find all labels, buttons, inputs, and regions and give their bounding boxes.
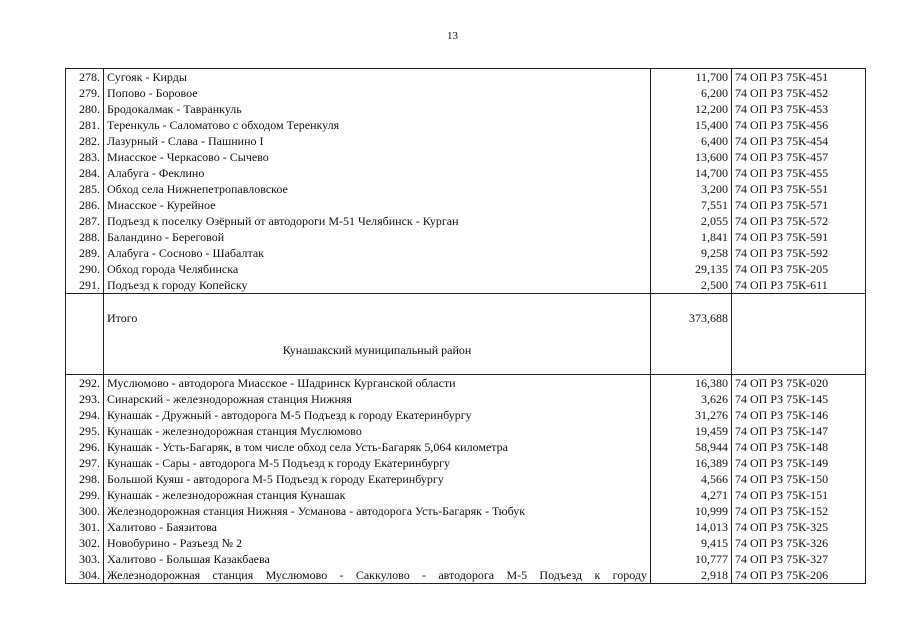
- road-number: 304.: [66, 567, 104, 584]
- road-code: 74 ОП РЗ 75К-152: [732, 503, 866, 519]
- road-length: 15,400: [651, 117, 732, 133]
- road-length: 6,200: [651, 85, 732, 101]
- road-number: 296.: [66, 439, 104, 455]
- table-row: [66, 455, 866, 471]
- total-num-cell: [66, 310, 104, 326]
- road-name: Сугояк - Кирды: [104, 69, 651, 86]
- road-name: Попово - Боровое: [104, 85, 651, 101]
- road-number: 298.: [66, 471, 104, 487]
- table-row: [66, 181, 866, 197]
- spacer-row: [66, 358, 866, 375]
- spacer-row: [66, 294, 866, 311]
- table-row: [66, 229, 866, 245]
- section-header-row: [66, 342, 866, 358]
- road-name: Миасское - Черкасово - Сычево: [104, 149, 651, 165]
- road-code: 74 ОП РЗ 75К-591: [732, 229, 866, 245]
- road-code: 74 ОП РЗ 75К-592: [732, 245, 866, 261]
- road-code: 74 ОП РЗ 75К-020: [732, 375, 866, 392]
- section-title: Кунашакский муниципальный район: [104, 342, 651, 358]
- table-row: [66, 535, 866, 551]
- road-code: 74 ОП РЗ 75К-572: [732, 213, 866, 229]
- table-row: [66, 69, 866, 86]
- road-code: 74 ОП РЗ 75К-205: [732, 261, 866, 277]
- road-number: 302.: [66, 535, 104, 551]
- table-row: [66, 277, 866, 294]
- table-row: [66, 213, 866, 229]
- road-code: 74 ОП РЗ 75К-551: [732, 181, 866, 197]
- road-name: Лазурный - Слава - Пашнино I: [104, 133, 651, 149]
- road-name: Подъезд к поселку Озёрный от автодороги М-51 Челябинск - Курган: [104, 213, 651, 229]
- table-row: [66, 165, 866, 181]
- road-length: 2,500: [651, 277, 732, 294]
- road-length: 9,415: [651, 535, 732, 551]
- table-row: [66, 471, 866, 487]
- total-length: 373,688: [651, 310, 732, 326]
- road-name: Кунашак - железнодорожная станция Муслюмово: [104, 423, 651, 439]
- road-name: Алабуга - Феклино: [104, 165, 651, 181]
- table-row: [66, 519, 866, 535]
- road-number: 297.: [66, 455, 104, 471]
- table-row: [66, 375, 866, 392]
- road-length: 29,135: [651, 261, 732, 277]
- table-row: [66, 567, 866, 584]
- road-name: Обход города Челябинска: [104, 261, 651, 277]
- road-number: 280.: [66, 101, 104, 117]
- road-code: 74 ОП РЗ 75К-571: [732, 197, 866, 213]
- road-length: 9,258: [651, 245, 732, 261]
- table-row: [66, 423, 866, 439]
- road-name: Баландино - Береговой: [104, 229, 651, 245]
- roads-table-body-b: [66, 375, 866, 584]
- road-number: 300.: [66, 503, 104, 519]
- table-row: [66, 407, 866, 423]
- road-name: Новобурино - Разъезд № 2: [104, 535, 651, 551]
- table-row: [66, 391, 866, 407]
- table-row: [66, 85, 866, 101]
- road-number: 281.: [66, 117, 104, 133]
- table-row: [66, 133, 866, 149]
- table-row: [66, 551, 866, 567]
- road-number: 279.: [66, 85, 104, 101]
- road-name: Большой Куяш - автодорога М-5 Подъезд к городу Екатеринбургу: [104, 471, 651, 487]
- table-row: [66, 503, 866, 519]
- road-number: 289.: [66, 245, 104, 261]
- road-name: Теренкуль - Саломатово с обходом Теренкуля: [104, 117, 651, 133]
- road-name: Железнодорожная станция Нижняя - Усманова - автодорога Усть-Багаряк - Тюбук: [104, 503, 651, 519]
- road-number: 283.: [66, 149, 104, 165]
- table-row: [66, 487, 866, 503]
- road-number: 301.: [66, 519, 104, 535]
- road-code: 74 ОП РЗ 75К-148: [732, 439, 866, 455]
- road-code: 74 ОП РЗ 75К-325: [732, 519, 866, 535]
- road-number: 295.: [66, 423, 104, 439]
- roads-table-body-a: [66, 69, 866, 294]
- road-name: Халитово - Большая Казакбаева: [104, 551, 651, 567]
- road-name: Муслюмово - автодорога Миасское - Шадринск Курганской области: [104, 375, 651, 392]
- road-code: 74 ОП РЗ 75К-451: [732, 69, 866, 86]
- road-name: Синарский - железнодорожная станция Нижняя: [104, 391, 651, 407]
- road-name: Кунашак - Сары - автодорога М-5 Подъезд к городу Екатеринбургу: [104, 455, 651, 471]
- table-row: [66, 245, 866, 261]
- road-name: Алабуга - Сосново - Шабалтак: [104, 245, 651, 261]
- road-number: 292.: [66, 375, 104, 392]
- road-code: 74 ОП РЗ 75К-611: [732, 277, 866, 294]
- road-number: 293.: [66, 391, 104, 407]
- road-length: 16,380: [651, 375, 732, 392]
- road-code: 74 ОП РЗ 75К-147: [732, 423, 866, 439]
- road-code: 74 ОП РЗ 75К-150: [732, 471, 866, 487]
- road-length: 7,551: [651, 197, 732, 213]
- road-length: 10,777: [651, 551, 732, 567]
- total-code-cell: [732, 310, 866, 326]
- road-length: 14,013: [651, 519, 732, 535]
- road-length: 31,276: [651, 407, 732, 423]
- total-label: Итого: [104, 310, 651, 326]
- road-code: 74 ОП РЗ 75К-455: [732, 165, 866, 181]
- road-length: 16,389: [651, 455, 732, 471]
- road-name: Миасское - Курейное: [104, 197, 651, 213]
- road-code: 74 ОП РЗ 75К-146: [732, 407, 866, 423]
- road-number: 303.: [66, 551, 104, 567]
- spacer-row: [66, 326, 866, 342]
- road-number: 282.: [66, 133, 104, 149]
- road-number: 286.: [66, 197, 104, 213]
- road-length: 14,700: [651, 165, 732, 181]
- road-name: Бродокалмак - Тавранкуль: [104, 101, 651, 117]
- table-row: [66, 261, 866, 277]
- road-code: 74 ОП РЗ 75К-151: [732, 487, 866, 503]
- road-name: Подъезд к городу Копейску: [104, 277, 651, 294]
- road-number: 285.: [66, 181, 104, 197]
- page-number: 13: [447, 30, 458, 42]
- road-code: 74 ОП РЗ 75К-452: [732, 85, 866, 101]
- road-code: 74 ОП РЗ 75К-145: [732, 391, 866, 407]
- road-length: 4,566: [651, 471, 732, 487]
- table-row: [66, 197, 866, 213]
- roads-table: [65, 68, 866, 584]
- road-number: 287.: [66, 213, 104, 229]
- road-length: 2,055: [651, 213, 732, 229]
- road-code: 74 ОП РЗ 75К-454: [732, 133, 866, 149]
- road-length: 3,626: [651, 391, 732, 407]
- road-number: 284.: [66, 165, 104, 181]
- table-row: [66, 101, 866, 117]
- table-row: [66, 439, 866, 455]
- road-length: 19,459: [651, 423, 732, 439]
- road-length: 2,918: [651, 567, 732, 584]
- road-length: 3,200: [651, 181, 732, 197]
- road-code: 74 ОП РЗ 75К-456: [732, 117, 866, 133]
- road-length: 1,841: [651, 229, 732, 245]
- total-row: [66, 310, 866, 326]
- road-name: Железнодорожная станция Муслюмово - Саккулово - автодорога М-5 Подъезд к городу: [104, 567, 651, 584]
- road-number: 299.: [66, 487, 104, 503]
- table-row: [66, 117, 866, 133]
- road-code: 74 ОП РЗ 75К-453: [732, 101, 866, 117]
- road-length: 10,999: [651, 503, 732, 519]
- road-length: 6,400: [651, 133, 732, 149]
- road-length: 12,200: [651, 101, 732, 117]
- road-code: 74 ОП РЗ 75К-149: [732, 455, 866, 471]
- road-name: Кунашак - железнодорожная станция Кунашак: [104, 487, 651, 503]
- road-number: 291.: [66, 277, 104, 294]
- road-name: Обход села Нижнепетропавловское: [104, 181, 651, 197]
- road-length: 4,271: [651, 487, 732, 503]
- road-name: Халитово - Баязитова: [104, 519, 651, 535]
- road-length: 11,700: [651, 69, 732, 86]
- road-number: 290.: [66, 261, 104, 277]
- road-code: 74 ОП РЗ 75К-206: [732, 567, 866, 584]
- road-code: 74 ОП РЗ 75К-327: [732, 551, 866, 567]
- road-length: 13,600: [651, 149, 732, 165]
- road-name: Кунашак - Усть-Багаряк, в том числе обход села Усть-Багаряк 5,064 километра: [104, 439, 651, 455]
- road-number: 294.: [66, 407, 104, 423]
- roads-table-summary: [66, 294, 866, 375]
- road-length: 58,944: [651, 439, 732, 455]
- road-code: 74 ОП РЗ 75К-457: [732, 149, 866, 165]
- road-number: 278.: [66, 69, 104, 86]
- road-code: 74 ОП РЗ 75К-326: [732, 535, 866, 551]
- road-name: Кунашак - Дружный - автодорога М-5 Подъезд к городу Екатеринбургу: [104, 407, 651, 423]
- road-number: 288.: [66, 229, 104, 245]
- table-row: [66, 149, 866, 165]
